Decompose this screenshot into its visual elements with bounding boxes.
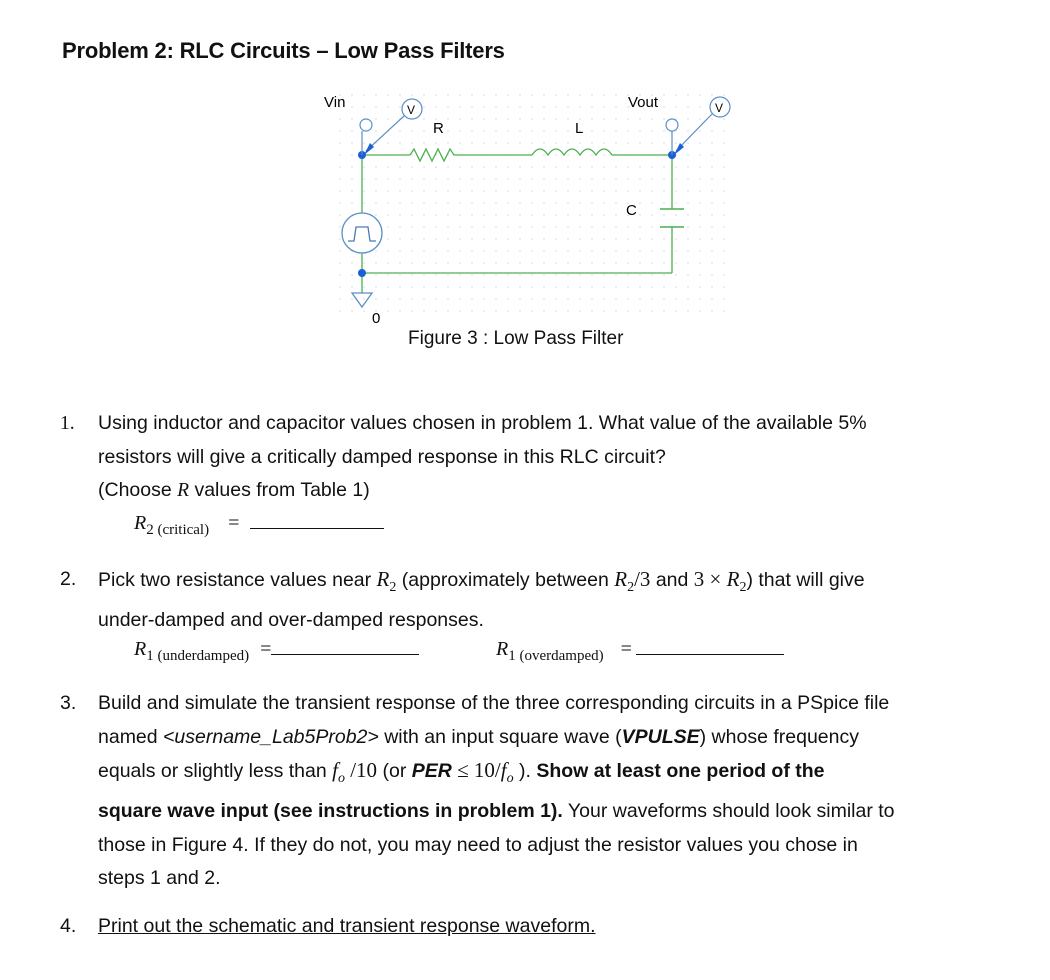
- label-c: C: [626, 202, 637, 219]
- item-number: 3.: [60, 692, 77, 714]
- inductor: [532, 149, 618, 155]
- question-2: [60, 563, 1020, 643]
- item-number: 1.: [60, 413, 75, 434]
- question-3: [60, 687, 1020, 897]
- question-1: [60, 407, 1020, 567]
- label-vin: Vin: [324, 94, 346, 111]
- answer-blank-r1-overdamped[interactable]: [636, 636, 784, 655]
- item-number: 2.: [60, 568, 77, 590]
- r1-underdamped-equation: $R_{1 (underdamped)}$ =: [134, 636, 419, 665]
- q1-line2: resistors will give a critically damped response in this RLC circuit?: [98, 445, 666, 468]
- answer-blank-r2-critical[interactable]: [250, 510, 384, 529]
- q3-line2: named <username_Lab5Prob2> with an input square wave (VPULSE) whose frequency: [98, 725, 859, 748]
- item-number: 4.: [60, 915, 77, 937]
- q4-text: Print out the schematic and transient response waveform.: [98, 915, 596, 937]
- q1-line3: (Choose R values from Table 1): [98, 479, 370, 501]
- q3-line4: square wave input (see instructions in problem 1). Your waveforms should look similar to: [98, 800, 895, 823]
- r2-critical-equation: $R_{2 (critical)}$ =: [134, 510, 384, 539]
- capacitor: [660, 209, 684, 227]
- connector-pins: [360, 119, 678, 155]
- q1-line1: Using inductor and capacitor values chosen in problem 1. What value of the available 5%: [98, 412, 867, 434]
- page-title: Problem 2: RLC Circuits – Low Pass Filters: [62, 38, 505, 63]
- label-vout: Vout: [628, 94, 659, 111]
- figure-caption: Figure 3 : Low Pass Filter: [408, 328, 624, 349]
- probe-label-vin: V: [407, 103, 416, 117]
- label-ground: 0: [372, 310, 381, 325]
- q3-line6: steps 1 and 2.: [98, 867, 221, 890]
- label-r: R: [433, 120, 444, 137]
- question-4: [60, 910, 1020, 946]
- q3-line5: those in Figure 4. If they do not, you may need to adjust the resistor values you chose in: [98, 833, 858, 856]
- ground-symbol: [352, 293, 372, 307]
- r1-overdamped-equation: $R_{1 (overdamped)}$ =: [496, 636, 784, 665]
- q3-line1: Build and simulate the transient response of the three corresponding circuits in a PSpice file: [98, 692, 890, 714]
- q2-line1: Pick two resistance values near $R_2$ (approximately between $R_2/3$ and $3 \times R_2$) that will give: [98, 567, 865, 595]
- rlc-schematic: [300, 85, 740, 325]
- label-l: L: [575, 120, 584, 137]
- resistor: [410, 149, 458, 161]
- answer-blank-r1-underdamped[interactable]: [271, 636, 419, 655]
- wires: [362, 155, 672, 293]
- pulse-source: [342, 213, 382, 253]
- q2-line2: under-damped and over-damped responses.: [98, 609, 484, 632]
- q3-line3: equals or slightly less than $f_o$ /10 (or PER ≤ $10/f_o$ ). Show at least one period of the: [98, 758, 825, 786]
- probe-label-vout: V: [715, 101, 724, 115]
